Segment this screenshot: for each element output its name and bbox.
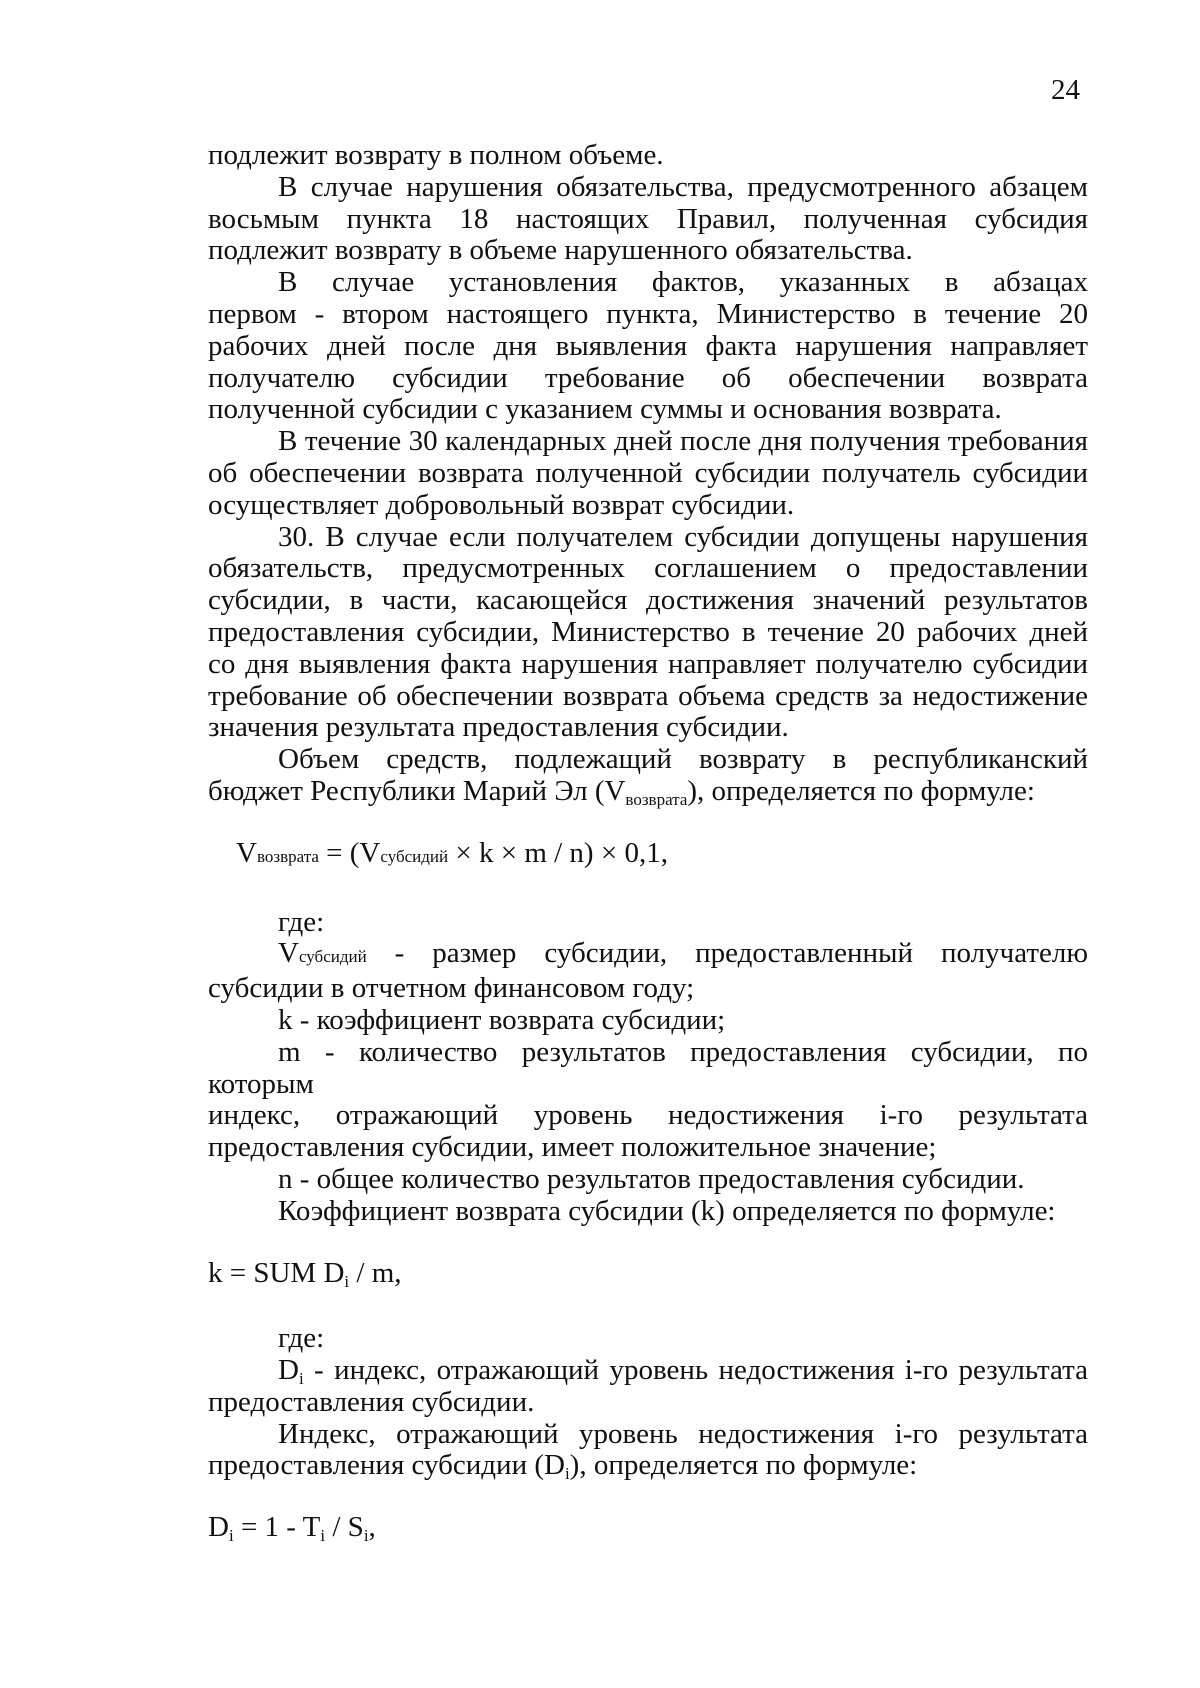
document-body [208,140,1088,1544]
paragraph: Индекс, отражающий уровень недостижения i-го результата [278,1417,1088,1450]
paragraph: Коэффициент возврата субсидии (k) определяется по формуле: [278,1194,1056,1227]
paragraph: подлежит возврату в полном объеме. [208,139,664,171]
formula-di: $D_i = 1 - T_i / S_i$, [208,1511,376,1546]
definition-v-subsidy: Vсубсидий - размер субсидии, предоставленный получателю субсидии в отчетном финансовом году; [208,937,1088,1005]
formula-v-return: Vвозврата = (Vсубсидий × k × m / n) × 0,1, [236,836,668,869]
definition-n: n - общее количество результатов предоставления субсидии. [278,1162,1025,1195]
paragraph: первом - втором настоящего пункта, Министерство в течение 20 рабочих дней после дня выявления факта нарушения направляет получателю субсидии требование об обеспечении возврата полученной субсидии с указанием суммы и основания возврата. [208,297,1088,426]
definition-m-cont: индекс, отражающий уровень недостижения i-го результата предоставления субсидии, имеет положительное значение; [208,1099,1088,1164]
page-number: 24 [1051,74,1080,106]
paragraph: 30. В случае если получателем субсидии допущены нарушения [278,520,1088,553]
definition-di: $D_i$ - индекс, отражающий уровень недостижения i-го результата предоставления субсидии. [208,1354,1088,1418]
paragraph: В случае установления фактов, указанных в абзацах [278,266,1088,299]
paragraph: обязательств, предусмотренных соглашением о предоставлении субсидии, в части, касающейся достижения значений результатов предоставления субсидии, Министерство в течение 20 рабочих дней со дня выявления факта нарушения направляет получателю субсидии требование об обеспечении возврата объема средств за недостижение значения результата предоставления субсидии. [208,552,1088,744]
definition-k: k - коэффициент возврата субсидии; [278,1003,726,1036]
paragraph: предоставления субсидии $(D_i)$, определяется по формуле: [208,1449,918,1484]
formula-k: k = SUM $D_i$ / m, [208,1256,402,1291]
paragraph: восьмым пункта 18 настоящих Правил, полученная субсидия подлежит возврату в объеме нарушенного обязательства. [208,202,1088,267]
definition-m: m - количество результатов предоставления субсидии, по которым [208,1035,1088,1100]
paragraph: В течение 30 календарных дней после дня получения требования об обеспечении возврата полученной субсидии получатель субсидии осуществляет добровольный возврат субсидии. [208,425,1088,521]
paragraph: Объем средств, подлежащий возврату в республиканский бюджет Республики Марий Эл $(V_{возврата})$, определяется по формуле: [208,743,1088,809]
paragraph: В случае нарушения обязательства, предусмотренного абзацем [278,170,1088,203]
where-label: где: [278,905,325,938]
where-label: где: [278,1322,325,1355]
